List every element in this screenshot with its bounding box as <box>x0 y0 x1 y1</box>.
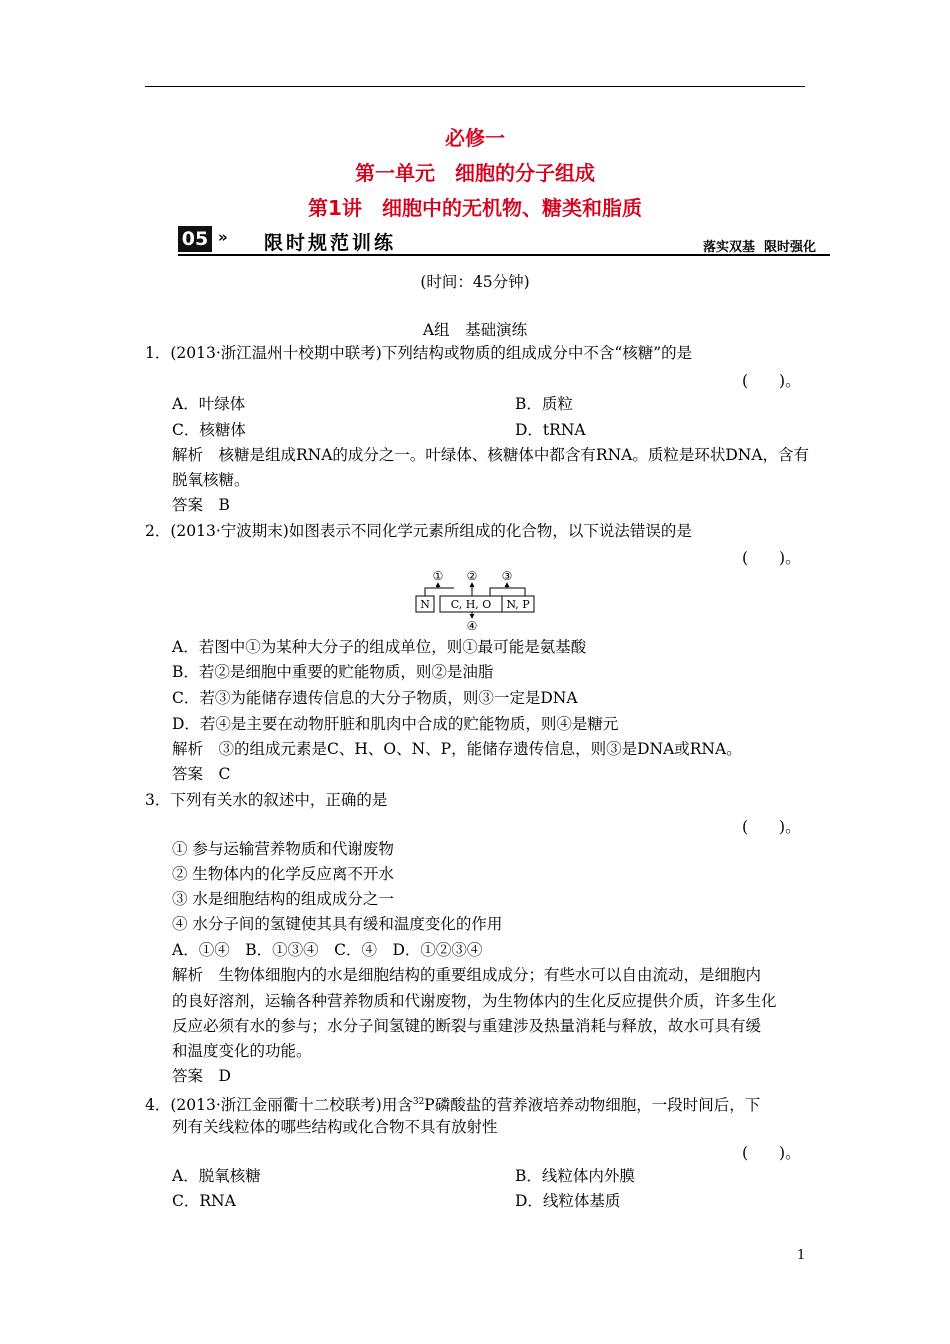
question-3-statement: ② 生物体内的化学反应离不开水 <box>172 865 394 883</box>
label-2: ② <box>466 569 478 583</box>
lesson-title: 第1讲 细胞中的无机物、糖类和脂质 <box>308 196 642 220</box>
question-2-answer-blank: ( )。 <box>742 549 801 567</box>
question-3-analysis-line: 和温度变化的功能。 <box>172 1042 312 1060</box>
question-1-answer: 答案 B <box>172 496 230 514</box>
question-3-statement: ④ 水分子间的氢键使其具有缓和温度变化的作用 <box>172 915 503 933</box>
isotope-superscript: 32 <box>412 1097 425 1107</box>
time-limit: (时间：45分钟) <box>420 273 530 291</box>
question-3-statement: ③ 水是细胞结构的组成成分之一 <box>172 890 394 908</box>
box-n-label: N <box>420 598 430 611</box>
question-2-option-c: C．若③为能储存遗传信息的大分子物质，则③一定是DNA <box>172 689 578 707</box>
question-3-analysis-line: 解析 生物体细胞内的水是细胞结构的重要组成成分；有些水可以自由流动，是细胞内 <box>172 966 762 984</box>
question-2-stem: 2．(2013·宁波期末)如图表示不同化学元素所组成的化合物，以下说法错误的是 <box>145 522 692 540</box>
connector-3 <box>490 588 525 596</box>
question-1-option-a: A．叶绿体 <box>172 395 246 413</box>
question-1-analysis-line: 解析 核糖是组成RNA的成分之一。叶绿体、核糖体中都含有RNA。质粒是环状DNA，含有 <box>172 446 810 464</box>
question-3-analysis-line: 的良好溶剂，运输各种营养物质和代谢废物，为生物体内的生化反应提供介质，许多生化 <box>172 992 777 1010</box>
question-3-analysis-line: 反应必须有水的参与；水分子间氢键的断裂与重建涉及热量消耗与释放，故水可具有缓 <box>172 1017 762 1035</box>
question-4-option-d: D．线粒体基质 <box>515 1192 621 1210</box>
label-3: ③ <box>501 569 513 583</box>
question-3-statement: ① 参与运输营养物质和代谢废物 <box>172 840 394 858</box>
question-4-option-b: B．线粒体内外膜 <box>515 1167 635 1185</box>
unit-title: 第一单元 细胞的分子组成 <box>355 161 595 185</box>
question-4-option-c: C．RNA <box>172 1192 236 1210</box>
question-1-answer-blank: ( )。 <box>742 372 801 390</box>
question-3-answer-blank: ( )。 <box>742 818 801 836</box>
question-4-answer-blank: ( )。 <box>742 1144 801 1162</box>
banner-rule <box>178 254 830 256</box>
question-3-answer: 答案 D <box>172 1067 231 1085</box>
question-4-stem <box>145 1092 760 1115</box>
section-number: 05 <box>178 226 212 252</box>
question-1-analysis-line: 脱氧核糖。 <box>172 471 250 489</box>
question-4-stem-line-2: 列有关线粒体的哪些结构或化合物不具有放射性 <box>172 1118 498 1136</box>
top-rule <box>145 86 805 87</box>
module-title: 必修一 <box>445 126 505 150</box>
element-compound-diagram <box>410 568 540 634</box>
box-np-label: N, P <box>506 598 530 611</box>
question-1-option-c: C．核糖体 <box>172 421 246 439</box>
question-1-option-d: D．tRNA <box>515 421 586 439</box>
box-cho-label: C, H, O <box>450 598 492 611</box>
section-banner <box>178 224 830 256</box>
double-chevron-icon: » <box>218 228 228 246</box>
question-1-stem: 1．(2013·浙江温州十校期中联考)下列结构或物质的组成成分中不含“核糖”的是 <box>145 344 693 362</box>
page-number: 1 <box>797 1248 806 1263</box>
question-2-analysis: 解析 ③的组成元素是C、H、O、N、P，能储存遗传信息，则③是DNA或RNA。 <box>172 740 742 758</box>
question-4-option-a: A．脱氧核糖 <box>172 1167 261 1185</box>
question-4-stem-pre: 4．(2013·浙江金丽衢十二校联考)用含 <box>145 1096 413 1115</box>
label-1: ① <box>432 569 444 583</box>
question-4-stem-post: P磷酸盐的营养液培养动物细胞，一段时间后，下 <box>424 1096 761 1115</box>
question-3-stem: 3．下列有关水的叙述中，正确的是 <box>145 791 388 809</box>
question-2-answer: 答案 C <box>172 765 231 783</box>
group-heading: A组 基础演练 <box>422 321 528 339</box>
label-4: ④ <box>466 619 478 633</box>
question-1-option-b: B．质粒 <box>515 395 573 413</box>
question-2-option-b: B．若②是细胞中重要的贮能物质，则②是油脂 <box>172 663 494 681</box>
question-3-options: A．①④ B．①③④ C．④ D．①②③④ <box>172 941 483 959</box>
question-2-option-d: D．若④是主要在动物肝脏和肌肉中合成的贮能物质，则④是糖元 <box>172 715 619 733</box>
section-slogan: 落实双基 限时强化 <box>702 240 816 255</box>
question-2-option-a: A．若图中①为某种大分子的组成单位，则①最可能是氨基酸 <box>172 638 587 656</box>
section-title: 限时规范训练 <box>264 232 397 254</box>
connector-1 <box>425 588 454 596</box>
